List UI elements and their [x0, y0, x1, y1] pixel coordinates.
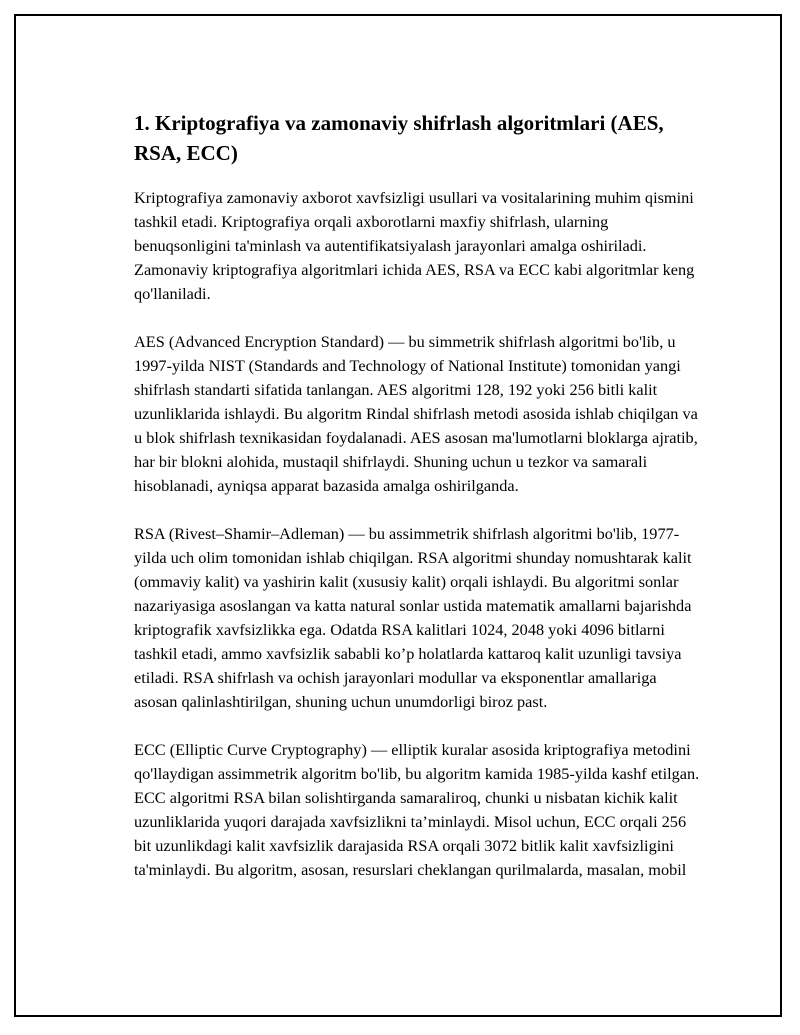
section-title: 1. Kriptografiya va zamonaviy shifrlash algoritmlari (AES, RSA, ECC)	[134, 111, 664, 165]
paragraph-aes: AES (Advanced Encryption Standard) — bu simmetrik shifrlash algoritmi bo'lib, u 1997-yilda NIST (Standards and Technology of National Institute) tomonidan yangi shifrlash standarti sifatida tanlangan. AES algoritmi 128, 192 yoki 256 bitli kalit uzunliklarida ishlaydi. Bu algoritm Rindal shifrlash metodi asosida ishlab chiqilgan va u blok shifrlash texnikasidan foydalanadi. AES asosan ma'lumotlarni bloklarga ajratib, har bir blokni alohida, mustaqil shifrlaydi. Shuning uchun u tezkor va samarali hisoblanadi, ayniqsa apparat bazasida amalga oshirilganda.	[134, 332, 698, 495]
paragraph-intro: Kriptografiya zamonaviy axborot xavfsizligi usullari va vositalarining muhim qismini tashkil etadi. Kriptografiya orqali axborotlarni maxfiy shifrlash, ularning benuqsonligini ta'minlash va autentifikatsiyalash jarayonlari amalga oshiriladi. Zamonaviy kriptografiya algoritmlari ichida AES, RSA va ECC kabi algoritmlar keng qo'llaniladi.	[134, 188, 695, 303]
paragraph-rsa: RSA (Rivest–Shamir–Adleman) — bu assimmetrik shifrlash algoritmi bo'lib, 1977-yilda uch olim tomonidan ishlab chiqilgan. RSA algoritmi shunday nomushtarak kalit (ommaviy kalit) va yashirin kalit (xususiy kalit) orqali ishlaydi. Bu algoritmi sonlar nazariyasiga asoslangan va katta natural sonlar ustida matematik amallarni bajarishda kriptografik xavfsizlikka ega. Odatda RSA kalitlari 1024, 2048 yoki 4096 bitlarni tashkil etadi, ammo xavfsizlik sababli ko’p holatlarda kattaroq kalit uzunligi tavsiya etiladi. RSA shifrlash va ochish jarayonlari modullar va eksponentlar amallariga asosan qalinlashtirilgan, shuning uchun unumdorligi biroz past.	[134, 524, 692, 711]
paragraph-ecc: ECC (Elliptic Curve Cryptography) — elliptik kuralar asosida kriptografiya metodini qo'llaydigan assimmetrik algoritm bo'lib, bu algoritm kamida 1985-yilda kashf etilgan. ECC algoritmi RSA bilan solishtirganda samaraliroq, chunki u nisbatan kichik kalit uzunliklarida yuqori darajada xavfsizlikni ta’minlaydi. Misol uchun, ECC orqali 256 bit uzunlikdagi kalit xavfsizlik darajasida RSA orqali 3072 bitlik kalit xavfsizligini ta'minlaydi. Bu algoritm, asosan, resurslari cheklangan qurilmalarda, masalan, mobil	[134, 740, 700, 879]
document-body	[134, 108, 704, 906]
page-border	[14, 14, 782, 1017]
